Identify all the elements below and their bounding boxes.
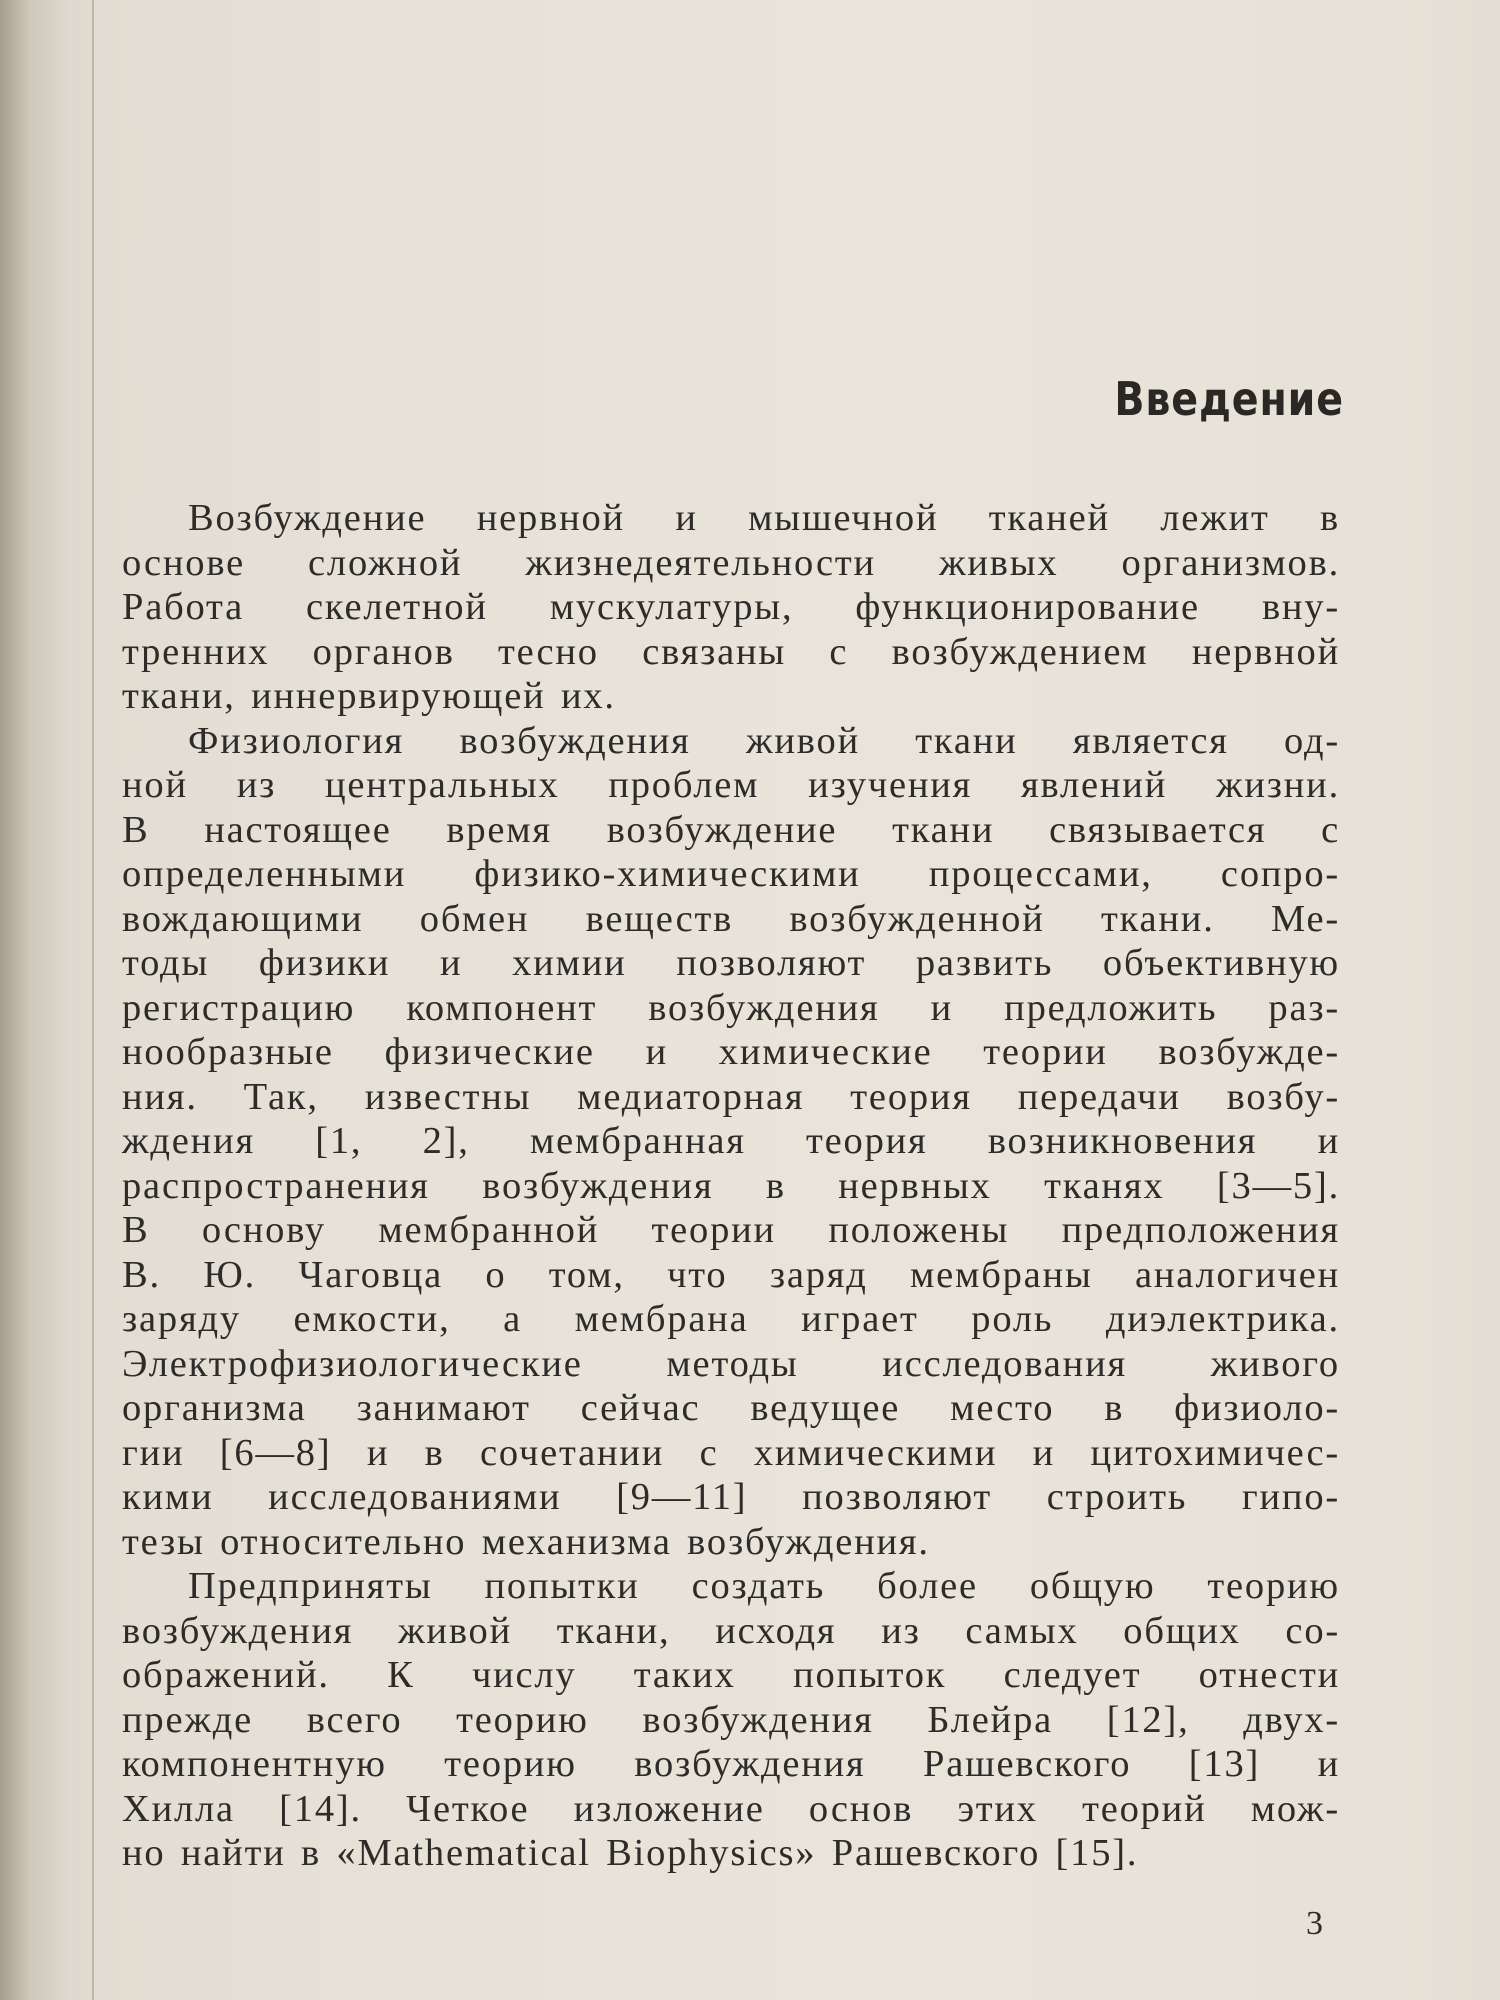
text-line: Работа скелетной мускулатуры, функционирование вну- [122,586,1340,628]
text-line: В настоящее время возбуждение ткани связывается с [122,808,1340,851]
text-line: ной из центральных проблем изучения явлений жизни. [122,764,1340,806]
text-line: но найти в «Mathematical Biophysics» Рашевского [15]. [122,1832,1139,1874]
chapter-heading: Введение [1114,372,1344,426]
text-line: Электрофизиологические методы исследования живого [122,1342,1340,1385]
text-line: регистрацию компонент возбуждения и предложить раз- [122,986,1340,1029]
text-line: кими исследованиями [9—11] позволяют строить гипо- [122,1476,1340,1518]
page-fold-line [92,0,94,2000]
book-gutter-shadow [0,0,96,2000]
page-number: 3 [1306,1905,1323,1942]
text-line: тезы относительно механизма возбуждения. [122,1520,930,1563]
text-line: основе сложной жизнедеятельности живых организмов. [122,541,1340,584]
text-line: тренних органов тесно связаны с возбуждением нервной [122,630,1340,673]
text-line: прежде всего теорию возбуждения Блейра [12], двух- [122,1698,1340,1741]
text-line: определенными физико-химическими процессами, сопро- [122,853,1340,895]
text-line: В основу мембранной теории положены предположения [122,1209,1340,1251]
text-line: Хилла [14]. Четкое изложение основ этих теорий мож- [122,1787,1340,1830]
text-line: компонентную теорию возбуждения Рашевского [13] и [122,1743,1340,1785]
text-line: нообразные физические и химические теории возбужде- [122,1031,1340,1073]
text-line: Предприняты попытки создать более общую теорию [188,1565,1340,1607]
text-line: тоды физики и химии позволяют развить объективную [122,942,1340,984]
text-line: Физиология возбуждения живой ткани является од- [188,719,1340,762]
text-line: организма занимают сейчас ведущее место в физиоло- [122,1387,1340,1429]
body-text [122,496,1340,1876]
text-line: ждения [1, 2], мембранная теория возникновения и [122,1120,1340,1162]
text-line: ображений. К числу таких попыток следует отнести [122,1654,1340,1696]
text-line: распространения возбуждения в нервных тканях [3—5]. [122,1164,1340,1207]
text-line: вождающими обмен веществ возбужденной ткани. Ме- [122,897,1340,940]
text-line: возбуждения живой ткани, исходя из самых общих со- [122,1609,1340,1652]
text-line: ния. Так, известны медиаторная теория передачи возбу- [122,1075,1340,1118]
text-line: В. Ю. Чаговца о том, что заряд мембраны аналогичен [122,1253,1340,1296]
text-line: заряду емкости, а мембрана играет роль диэлектрика. [122,1298,1340,1340]
text-line: ткани, иннервирующей их. [122,675,616,717]
text-line: гии [6—8] и в сочетании с химическими и цитохимичес- [122,1431,1340,1474]
text-line: Возбуждение нервной и мышечной тканей лежит в [188,497,1340,539]
